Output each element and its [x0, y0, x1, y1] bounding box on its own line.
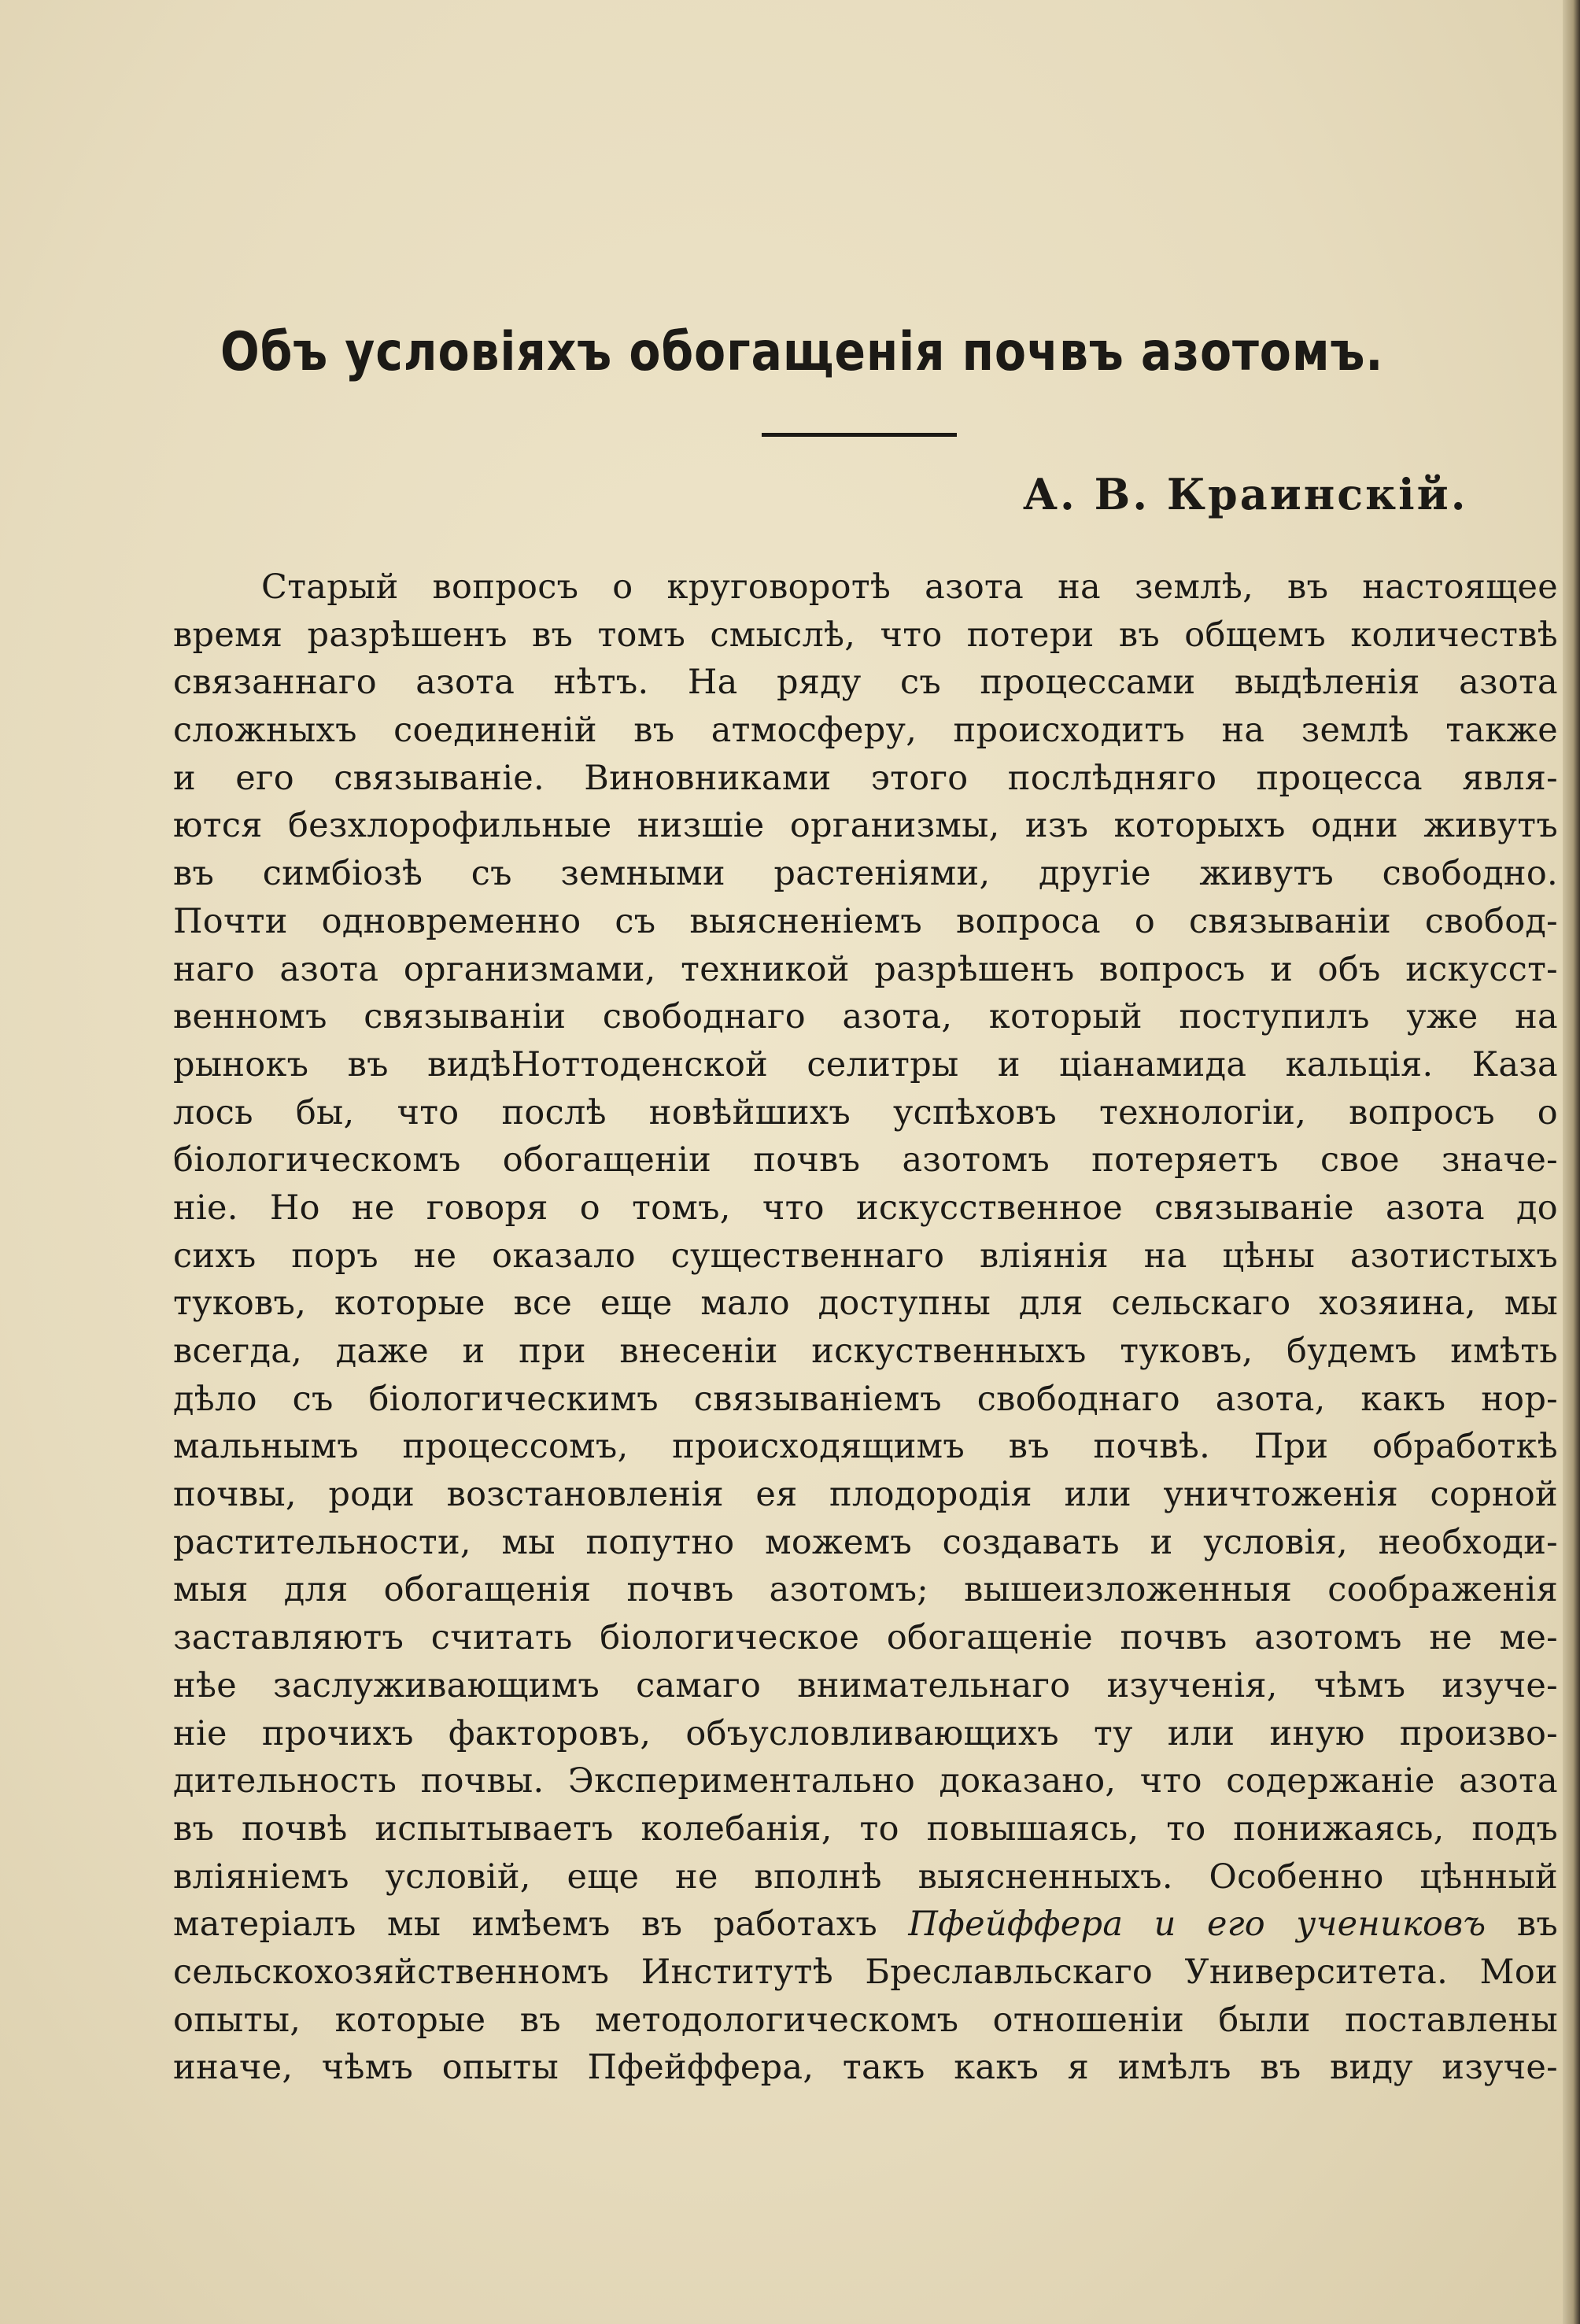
text-line: наго азота организмами, техникой разрѣшенъ вопросъ и объ искусст-	[173, 949, 1558, 989]
text-line: мыя для обогащенія почвъ азотомъ; вышеизложенныя соображенія	[173, 1570, 1558, 1610]
text-line: вліяніемъ условій, еще не вполнѣ выясненныхъ. Особенно цѣнный	[173, 1857, 1558, 1897]
text-line: сихъ поръ не оказало существеннаго вліянія на цѣны азотистыхъ	[173, 1236, 1558, 1276]
text-line: почвы, роди возстановленія ея плодородія или уничтоженія сорной	[173, 1475, 1558, 1515]
text-line: связаннаго азота нѣтъ. На ряду съ процессами выдѣленія азота	[173, 663, 1558, 703]
text-line: Почти одновременно съ выясненіемъ вопроса о связываніи свобод-	[173, 901, 1558, 941]
text-line: Старый вопросъ о круговоротѣ азота на землѣ, въ настоящее	[261, 567, 1558, 607]
text-segment: въ	[1516, 1905, 1558, 1945]
text-line: заставляютъ считать біологическое обогащеніе почвъ азотомъ не ме-	[173, 1618, 1558, 1658]
text-line: мальнымъ процессомъ, происходящимъ въ почвѣ. При обработкѣ	[173, 1427, 1558, 1467]
text-line: опыты, которые въ методологическомъ отношеніи были поставлены	[173, 2000, 1558, 2040]
text-line: рынокъ въ видѣНоттоденской селитры и ціанамида кальція. Казa	[173, 1044, 1558, 1084]
article-author: А. В. Краинскій.	[1023, 469, 1468, 519]
text-line: ніе. Но не говоря о томъ, что искусственное связываніе азота до	[173, 1188, 1558, 1228]
text-line: растительности, мы попутно можемъ создавать и условія, необходи-	[173, 1522, 1558, 1562]
text-line: въ почвѣ испытываетъ колебанія, то повышаясь, то понижаясь, подъ	[173, 1809, 1558, 1849]
text-line-with-italic	[173, 1901, 1558, 1949]
text-line: нѣе заслуживающимъ самаго внимательнаго изученія, чѣмъ изуче-	[173, 1665, 1558, 1705]
text-line: въ симбіозѣ съ земными растеніями, другіе живутъ свободно.	[173, 854, 1558, 894]
text-line: лось бы, что послѣ новѣйшихъ успѣховъ технологіи, вопросъ о	[173, 1092, 1558, 1132]
text-line: сложныхъ соединеній въ атмосферу, происходитъ на землѣ также	[173, 711, 1558, 751]
text-line: туковъ, которые все еще мало доступны для сельскаго хозяина, мы	[173, 1284, 1558, 1324]
title-rule	[762, 433, 957, 437]
text-line: венномъ связываніи свободнаго азота, который поступилъ уже на	[173, 997, 1558, 1037]
text-line: дѣло съ біологическимъ связываніемъ свободнаго азота, какъ нор-	[173, 1379, 1558, 1419]
text-line: иначе, чѣмъ опыты Пфейффера, такъ какъ я имѣлъ въ виду изуче-	[173, 2048, 1558, 2088]
text-line: біологическомъ обогащеніи почвъ азотомъ потеряетъ свое значе-	[173, 1140, 1558, 1180]
text-line: и его связываніе. Виновниками этого послѣдняго процесса явля-	[173, 758, 1558, 798]
text-line: время разрѣшенъ въ томъ смыслѣ, что потери въ общемъ количествѣ	[173, 615, 1558, 655]
text-line: ются безхлорофильные низшіе организмы, изъ которыхъ одни живутъ	[173, 806, 1558, 846]
page-edge-shadow	[1563, 0, 1580, 2324]
text-line: всегда, даже и при внесеніи искуственныхъ туковъ, будемъ имѣть	[173, 1332, 1558, 1371]
article-body	[173, 563, 1558, 2092]
italic-citation: Пфейффера и его учениковъ	[908, 1905, 1486, 1945]
text-segment: матеріалъ мы имѣемъ въ работахъ	[173, 1905, 877, 1945]
article-title: Объ условіяхъ обогащенія почвъ азотомъ.	[220, 321, 1384, 383]
text-line: сельскохозяйственномъ Институтѣ Бреславльскаго Университета. Мои	[173, 1952, 1558, 1992]
text-line: дительность почвы. Экспериментально доказано, что содержаніе азота	[173, 1761, 1558, 1801]
text-line: ніе прочихъ факторовъ, объусловливающихъ ту или иную произво-	[173, 1713, 1558, 1753]
